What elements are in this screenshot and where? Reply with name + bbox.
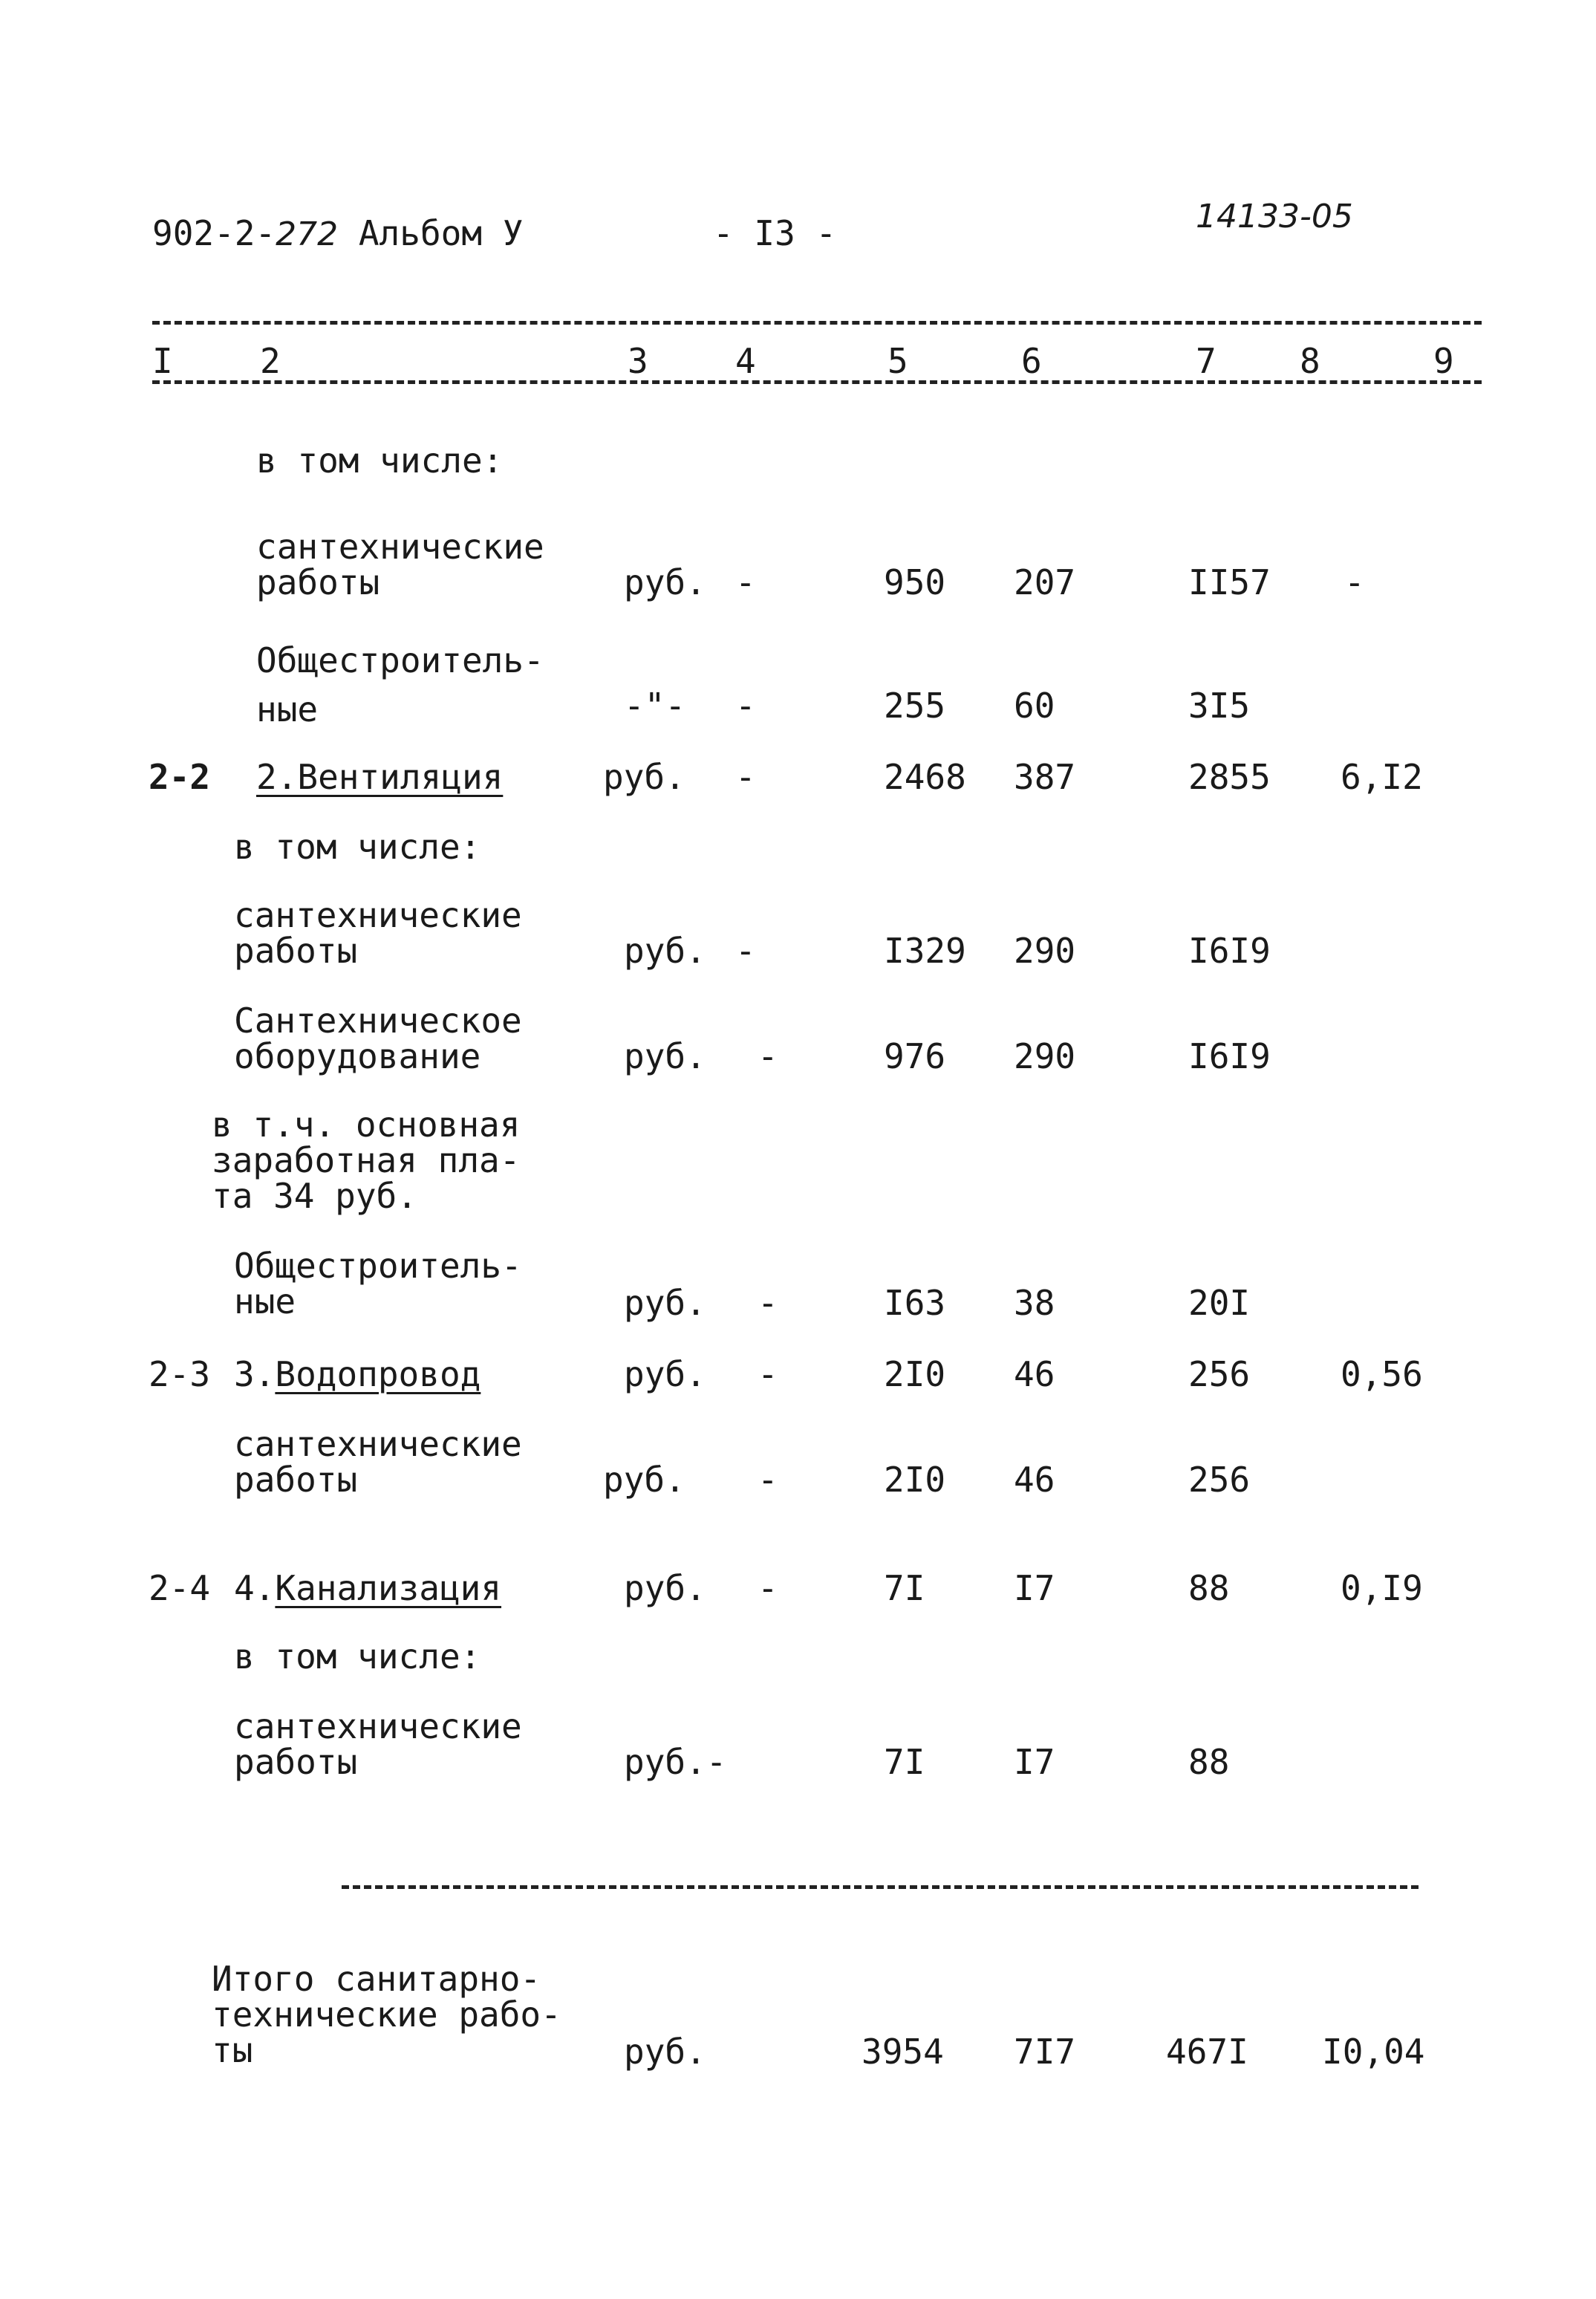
row-unit: руб. bbox=[624, 1283, 706, 1323]
row-col4: - bbox=[735, 757, 756, 797]
row-col5: 2I0 bbox=[884, 1460, 946, 1500]
row-label: Общестроитель- ные bbox=[256, 640, 544, 729]
row-col5: 950 bbox=[884, 562, 946, 602]
row-col7: 88 bbox=[1188, 1742, 1230, 1782]
row-label-number: 4. bbox=[234, 1568, 276, 1608]
col-header-8: 8 bbox=[1300, 341, 1320, 381]
row-label: сантехнические работы bbox=[234, 895, 522, 971]
row-unit: руб. bbox=[624, 562, 706, 602]
row-col9: 0,I9 bbox=[1341, 1568, 1423, 1608]
row-col4: - bbox=[758, 1036, 778, 1076]
row-unit: руб. bbox=[603, 757, 685, 797]
row-col4: - bbox=[735, 686, 756, 726]
row-col6: 60 bbox=[1014, 686, 1055, 726]
document-code-handwritten: 272 bbox=[276, 215, 339, 253]
total-unit: руб. bbox=[624, 2032, 706, 2072]
row-label: в том числе: bbox=[234, 827, 481, 867]
row-col6: 207 bbox=[1014, 562, 1076, 602]
total-col6: 7I7 bbox=[1014, 2032, 1076, 2072]
row-unit: руб.- bbox=[624, 1742, 727, 1782]
header-top-rule bbox=[152, 321, 1482, 325]
row-col6: 38 bbox=[1014, 1283, 1055, 1323]
col-header-1: I bbox=[152, 341, 173, 381]
row-label: сантехнические работы bbox=[234, 1706, 522, 1782]
handwritten-stamp: 14133-05 bbox=[1196, 198, 1353, 235]
row-label: Сантехническое оборудование bbox=[234, 1001, 522, 1076]
row-number: 2-2 bbox=[149, 757, 211, 797]
row-col7: 2855 bbox=[1188, 757, 1271, 797]
col-header-7: 7 bbox=[1196, 341, 1216, 381]
row-col4: - bbox=[758, 1568, 778, 1608]
row-col9: - bbox=[1344, 562, 1365, 602]
row-col7: 20I bbox=[1188, 1283, 1251, 1323]
row-col4: - bbox=[758, 1460, 778, 1500]
document-code bbox=[152, 215, 523, 253]
total-col5: 3954 bbox=[861, 2032, 944, 2072]
row-col6: I7 bbox=[1014, 1742, 1055, 1782]
row-number: 2-4 bbox=[149, 1568, 211, 1608]
row-col7: 256 bbox=[1188, 1354, 1251, 1394]
row-unit: руб. bbox=[624, 1568, 706, 1608]
row-label: в том числе: bbox=[256, 440, 504, 481]
row-col6: 46 bbox=[1014, 1354, 1055, 1394]
row-col6: 46 bbox=[1014, 1460, 1055, 1500]
album-label: Альбом У bbox=[358, 213, 524, 253]
row-col5: 7I bbox=[884, 1742, 925, 1782]
row-col7: 256 bbox=[1188, 1460, 1251, 1500]
row-label-title: Канализация bbox=[275, 1568, 502, 1608]
row-label bbox=[234, 1356, 481, 1392]
row-label-title: Водопровод bbox=[275, 1354, 481, 1394]
row-unit: руб. bbox=[624, 1354, 706, 1394]
row-col7: 3I5 bbox=[1188, 686, 1251, 726]
row-label: 2.Вентиляция bbox=[256, 757, 504, 797]
total-label: Итого санитарно- технические рабо- ты bbox=[212, 1959, 561, 2070]
row-col5: 976 bbox=[884, 1036, 946, 1076]
total-separator bbox=[342, 1885, 1419, 1889]
col-header-9: 9 bbox=[1433, 341, 1454, 381]
row-label: сантехнические работы bbox=[234, 1424, 522, 1500]
row-col6: 290 bbox=[1014, 931, 1076, 971]
row-col7: II57 bbox=[1188, 562, 1271, 602]
row-label-number: 3. bbox=[234, 1354, 276, 1394]
row-col7: I6I9 bbox=[1188, 1036, 1271, 1076]
row-number: 2-3 bbox=[149, 1354, 211, 1394]
row-col4: - bbox=[735, 931, 756, 971]
row-col6: I7 bbox=[1014, 1568, 1055, 1608]
row-col6: 290 bbox=[1014, 1036, 1076, 1076]
row-label bbox=[234, 1570, 501, 1606]
row-col4: - bbox=[758, 1283, 778, 1323]
row-col5: 255 bbox=[884, 686, 946, 726]
col-header-5: 5 bbox=[887, 341, 908, 381]
col-header-4: 4 bbox=[735, 341, 756, 381]
row-col9: 6,I2 bbox=[1341, 757, 1423, 797]
row-col5: I63 bbox=[884, 1283, 946, 1323]
header-bottom-rule bbox=[152, 380, 1482, 384]
row-note: в т.ч. основная заработная пла- та 34 руб. bbox=[212, 1105, 521, 1216]
row-col5: 2I0 bbox=[884, 1354, 946, 1394]
total-col7: 467I bbox=[1166, 2032, 1248, 2072]
page-number: - I3 - bbox=[713, 213, 837, 253]
row-label: в том числе: bbox=[234, 1636, 481, 1677]
row-col5: 2468 bbox=[884, 757, 966, 797]
row-unit: руб. bbox=[624, 931, 706, 971]
row-col5: 7I bbox=[884, 1568, 925, 1608]
row-unit: руб. bbox=[603, 1460, 685, 1500]
row-col5: I329 bbox=[884, 931, 966, 971]
row-label: Общестроитель- ные bbox=[234, 1246, 522, 1321]
row-unit: руб. bbox=[624, 1036, 706, 1076]
col-header-2: 2 bbox=[260, 341, 281, 381]
total-col9: I0,04 bbox=[1322, 2032, 1425, 2072]
col-header-3: 3 bbox=[628, 341, 648, 381]
row-col6: 387 bbox=[1014, 757, 1076, 797]
row-col4: - bbox=[735, 562, 756, 602]
col-header-6: 6 bbox=[1021, 341, 1042, 381]
row-label: сантехнические работы bbox=[256, 527, 544, 602]
row-col7: 88 bbox=[1188, 1568, 1230, 1608]
row-col9: 0,56 bbox=[1341, 1354, 1423, 1394]
row-unit: -"- bbox=[624, 686, 686, 726]
document-code-printed: 902-2- bbox=[152, 213, 276, 253]
row-col4: - bbox=[758, 1354, 778, 1394]
row-col7: I6I9 bbox=[1188, 931, 1271, 971]
